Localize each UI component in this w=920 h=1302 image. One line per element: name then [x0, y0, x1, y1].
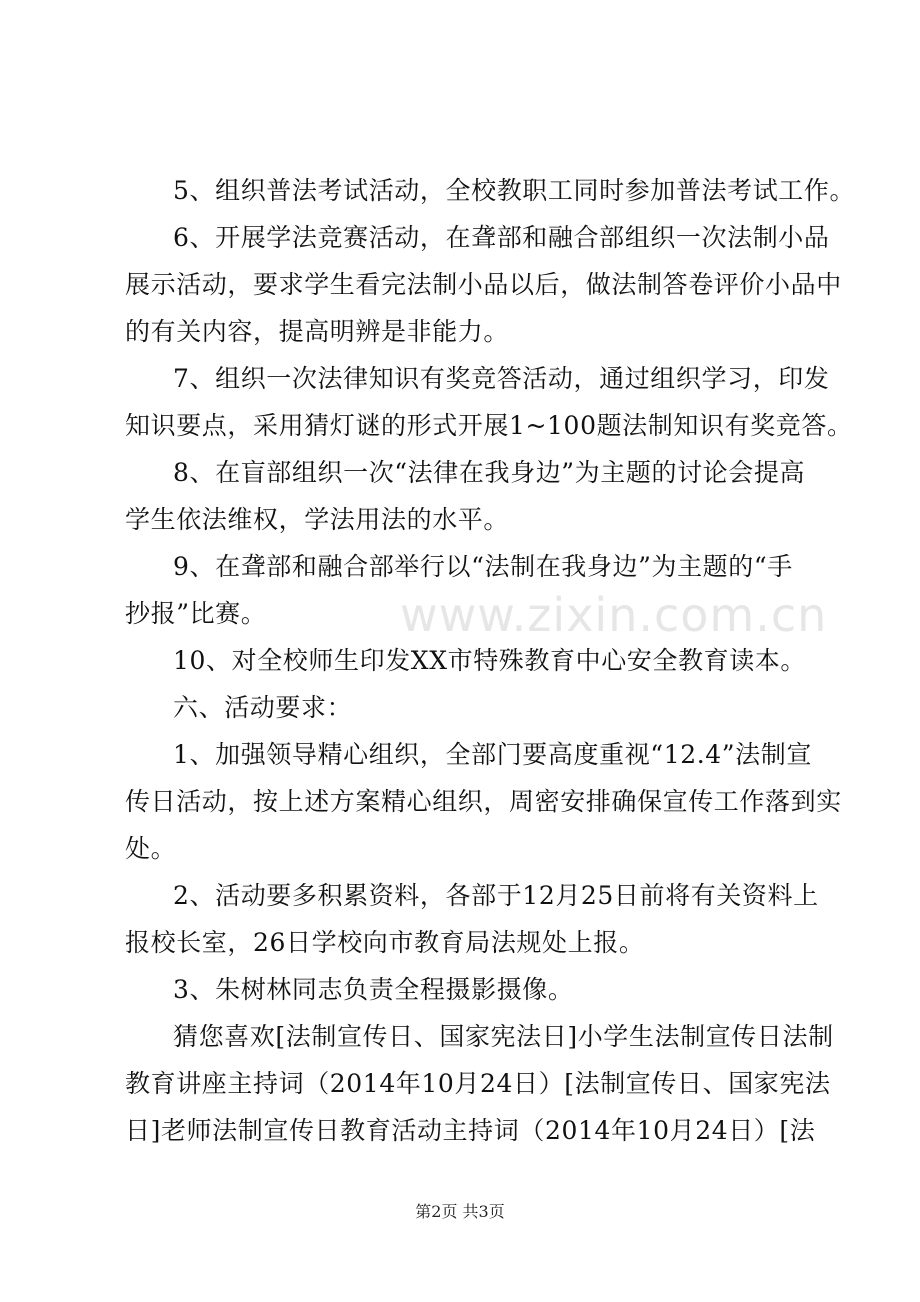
related-links-line[interactable]: 日]老师法制宣传日教育活动主持词（2014年10月24日）[法: [125, 1116, 816, 1145]
text-line: 处。: [125, 834, 177, 863]
text-line: 2、活动要多积累资料，各部于12月25日前将有关资料上: [173, 881, 819, 910]
text-line: 抄报”比赛。: [125, 599, 267, 628]
watermark: www.zixin.com.cn: [400, 588, 828, 642]
related-links-line[interactable]: 猜您喜欢[法制宣传日、国家宪法日]小学生法制宣传日法制: [173, 1022, 834, 1051]
page-number: 第2页 共3页: [415, 1202, 505, 1221]
text-line: 6、开展学法竞赛活动，在聋部和融合部组织一次法制小品: [173, 223, 830, 252]
text-line: 7、组织一次法律知识有奖竞答活动，通过组织学习，印发: [173, 364, 830, 393]
text-line: 10、对全校师生印发XX市特殊教育中心安全教育读本。: [173, 646, 807, 675]
text-line: 传日活动，按上述方案精心组织，周密安排确保宣传工作落到实: [125, 787, 842, 816]
related-links-line[interactable]: 教育讲座主持词（2014年10月24日）[法制宣传日、国家宪法: [125, 1069, 831, 1098]
text-line: 学生依法维权，学法用法的水平。: [125, 505, 510, 534]
text-line: 1、加强领导精心组织，全部门要高度重视“12.4”法制宣: [173, 740, 812, 769]
text-line: 知识要点，采用猜灯谜的形式开展1~100题法制知识有奖竞答。: [125, 411, 853, 440]
text-line: 的有关内容，提高明辨是非能力。: [125, 317, 510, 346]
document-body: [125, 167, 856, 1154]
text-line: 展示活动，要求学生看完法制小品以后，做法制答卷评价小品中: [125, 270, 842, 299]
section-heading: 六、活动要求：: [173, 693, 353, 722]
text-line: 报校长室，26日学校向市教育局法规处上报。: [125, 928, 645, 957]
text-line: 5、组织普法考试活动，全校教职工同时参加普法考试工作。: [173, 176, 856, 205]
text-line: 8、在盲部组织一次“法律在我身边”为主题的讨论会提高: [173, 458, 806, 487]
text-line: 9、在聋部和融合部举行以“法制在我身边”为主题的“手: [173, 552, 793, 581]
text-line: 3、朱树林同志负责全程摄影摄像。: [173, 975, 574, 1004]
